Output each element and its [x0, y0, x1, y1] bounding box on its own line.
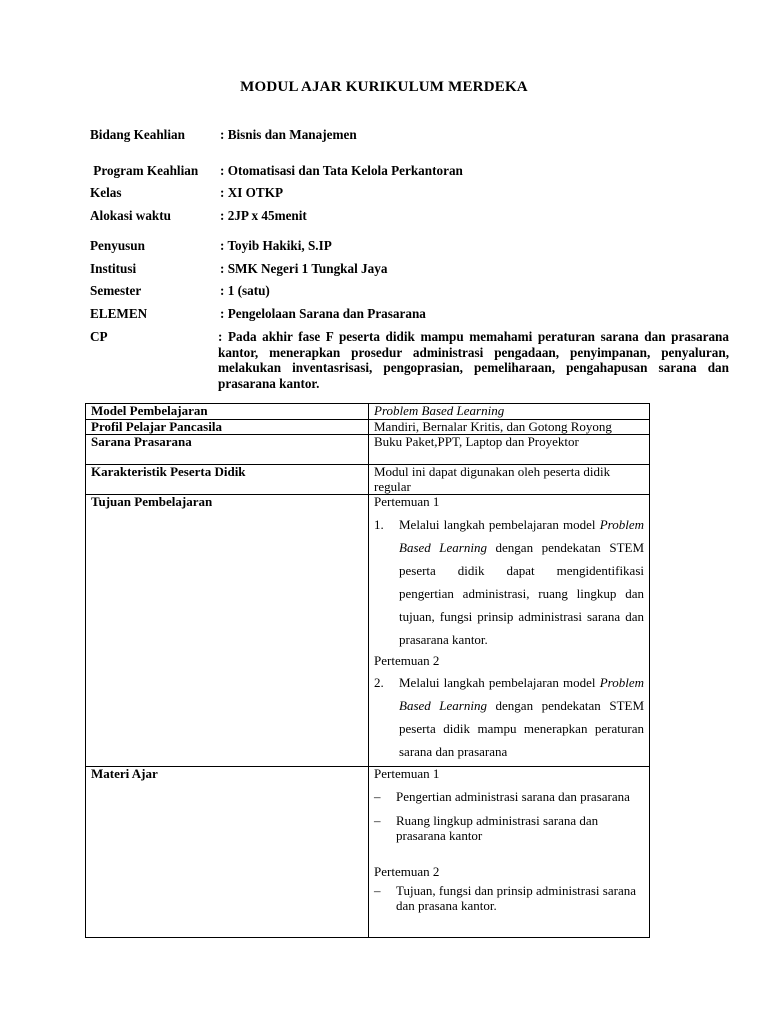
row-label: Sarana Prasarana: [86, 435, 369, 465]
list-item: [374, 671, 644, 763]
row-value: Buku Paket,PPT, Laptop dan Proyektor: [369, 435, 650, 465]
dash-bullet: –: [374, 882, 381, 898]
row-label: Model Pembelajaran: [86, 404, 369, 420]
row-label: Tujuan Pembelajaran: [86, 495, 369, 767]
list-item: [374, 789, 644, 804]
text-part: dengan pendekatan STEM peserta didik dapat mengidentifikasi pengertian administrasi, ruang lingkup dan tujuan, fungsi prinsip administrasi sarana dan prasarana kantor.: [399, 539, 645, 647]
list-text: [399, 671, 644, 763]
text-part: dengan pendekatan STEM peserta didik mampu menerapkan peraturan sarana dan prasarana: [399, 697, 645, 759]
meta-label: Institusi: [90, 261, 137, 276]
meta-value: : Pengelolaan Sarana dan Prasarana: [220, 306, 426, 321]
document-title: MODUL AJAR KURIKULUM MERDEKA: [240, 79, 528, 95]
list-text: [399, 513, 644, 651]
cp-label: CP: [90, 329, 108, 344]
meta-label: Program Keahlian: [90, 163, 199, 178]
meta-value: : Otomatisasi dan Tata Kelola Perkantoran: [220, 163, 463, 178]
meta-label: Kelas: [90, 185, 122, 200]
list-item: [374, 813, 644, 843]
dash-bullet: –: [374, 813, 381, 828]
row-value: Problem Based Learning: [369, 404, 650, 420]
text-emphasis: Problem Based Learning: [399, 674, 644, 713]
meta-value: : Bisnis dan Manajemen: [220, 127, 357, 142]
table-row: [86, 419, 650, 435]
list-number: 2.: [374, 674, 384, 690]
meta-value: : 2JP x 45menit: [220, 208, 307, 223]
row-label: Materi Ajar: [86, 766, 369, 937]
meta-label: Bidang Keahlian: [90, 127, 185, 142]
pertemuan-heading: Pertemuan 1: [374, 765, 440, 781]
pertemuan-heading: Pertemuan 2: [374, 864, 440, 879]
meta-label: ELEMEN: [90, 306, 148, 321]
text-part: Melalui langkah pembelajaran model: [399, 516, 596, 532]
text-part: Melalui langkah pembelajaran model: [399, 674, 596, 690]
dash-bullet: –: [374, 789, 381, 804]
row-value: Modul ini dapat digunakan oleh peserta didik regular: [369, 465, 650, 495]
meta-value: : 1 (satu): [220, 283, 270, 298]
list-item: [374, 883, 644, 913]
list-text: Tujuan, fungsi dan prinsip administrasi sarana dan prasana kantor.: [396, 882, 636, 913]
table-row: [86, 404, 650, 420]
list-text: Ruang lingkup administrasi sarana dan prasarana kantor: [396, 813, 599, 843]
row-value: Mandiri, Bernalar Kritis, dan Gotong Royong: [369, 419, 650, 435]
meta-label: Semester: [90, 283, 142, 298]
table-row: [86, 766, 650, 937]
row-label: Karakteristik Peserta Didik: [86, 465, 369, 495]
meta-label: Alokasi waktu: [90, 208, 171, 223]
list-text: Pengertian administrasi sarana dan prasarana: [396, 789, 630, 804]
pertemuan-heading: Pertemuan 2: [374, 652, 440, 668]
meta-value: : SMK Negeri 1 Tungkal Jaya: [220, 261, 388, 276]
table-row: [86, 495, 650, 767]
materi-cell: [369, 766, 650, 937]
meta-label: Penyusun: [90, 238, 145, 253]
meta-value: : XI OTKP: [220, 185, 284, 200]
tujuan-cell: [369, 495, 650, 767]
table-row: [86, 465, 650, 495]
table-row: [86, 435, 650, 465]
text-emphasis: Problem Based Learning: [399, 516, 644, 555]
cp-text: : Pada akhir fase F peserta didik mampu memahami peraturan sarana dan prasarana kantor, menerapkan prosedur administrasi pengadaan, penyimpanan, penyaluran, melakukan inventasrisasi, pengoprasian, pemeliharaan, pengahapusan sarana dan prasarana kantor.: [218, 329, 729, 391]
meta-value: : Toyib Hakiki, S.IP: [220, 238, 332, 253]
list-number: 1.: [374, 516, 384, 532]
row-label: Profil Pelajar Pancasila: [86, 419, 369, 435]
list-item: [374, 513, 644, 651]
module-table: [85, 403, 650, 938]
pertemuan-heading: Pertemuan 1: [374, 494, 440, 509]
